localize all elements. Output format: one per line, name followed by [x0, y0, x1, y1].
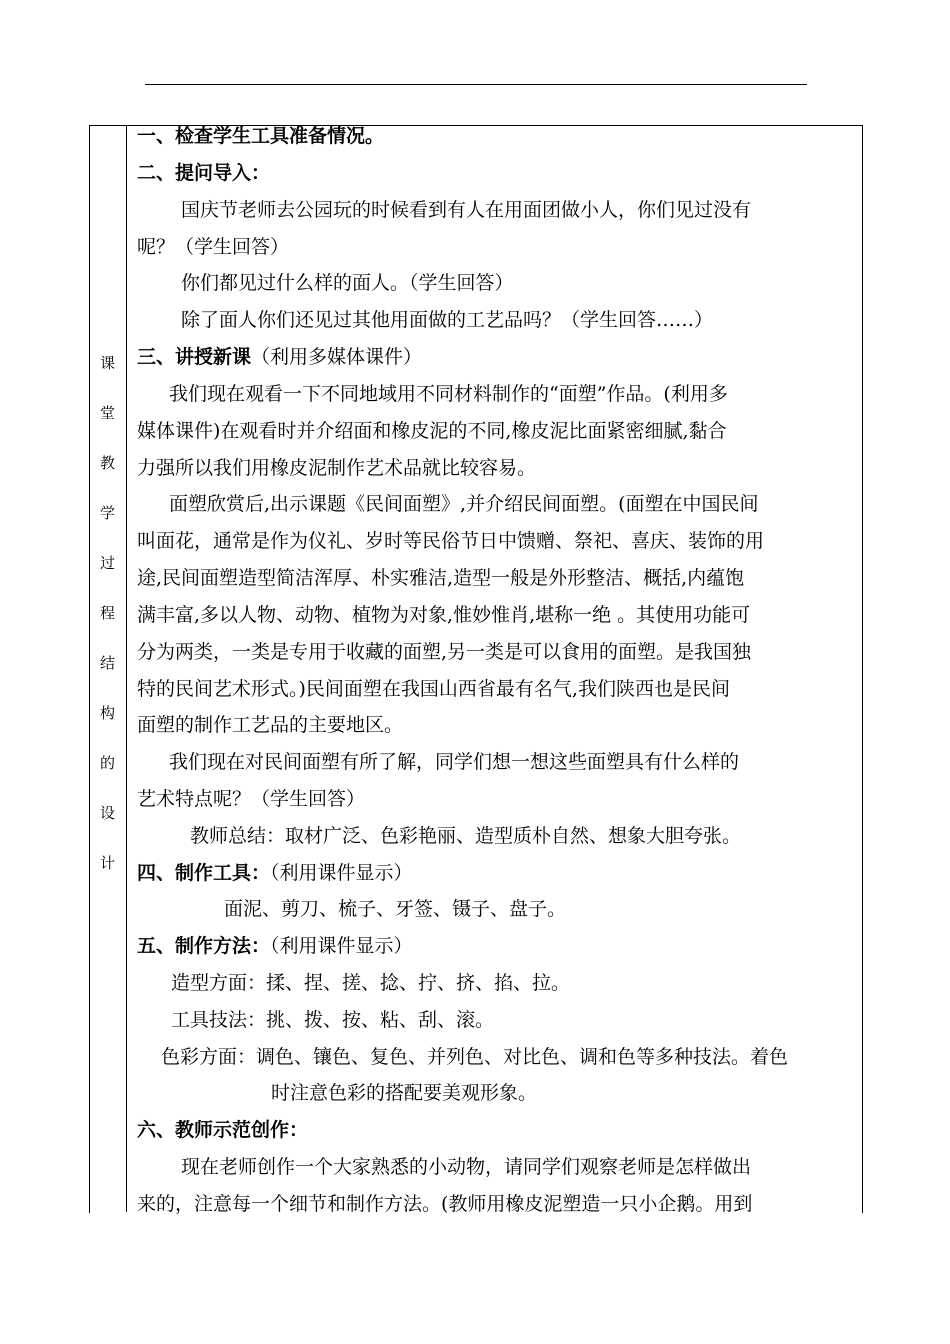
- column-divider: [126, 125, 127, 1212]
- side-label-char: 的: [99, 754, 115, 772]
- section-6-heading: 六、教师示范创作：: [137, 1119, 309, 1141]
- tools-list: 面泥、剪刀、梳子、牙签、镊子、盘子。: [224, 898, 567, 920]
- section-2-heading: 二、提问导入：: [137, 162, 271, 184]
- section-3-note: （利用多媒体课件）: [251, 346, 423, 368]
- method-color-cont: 时注意色彩的搭配要美观形象。: [271, 1082, 538, 1104]
- side-label-char: 课: [99, 354, 115, 372]
- side-label-char: 结: [99, 654, 115, 672]
- section-3-heading: [137, 345, 422, 369]
- paragraph-line: 呢？（学生回答）: [137, 236, 290, 258]
- paragraph-line: 我们现在对民间面塑有所了解，同学们想一想这些面塑具有什么样的: [169, 751, 740, 773]
- paragraph-line: 分为两类，一类是专用于收藏的面塑,另一类是可以食用的面塑。是我国独: [137, 641, 752, 663]
- side-label-char: 学: [99, 504, 115, 522]
- section-5-title: 五、制作方法：: [137, 935, 271, 957]
- paragraph-line: 现在老师创作一个大家熟悉的小动物，请同学们观察老师是怎样做出: [181, 1156, 752, 1178]
- section-5-note: （利用课件显示）: [270, 935, 413, 957]
- method-shaping: 造型方面：揉、捏、搓、捻、拧、挤、掐、拉。: [171, 972, 571, 994]
- paragraph-line: 叫面花，通常是作为仪礼、岁时等民俗节日中馈赠、祭祀、喜庆、装饰的用: [137, 530, 765, 552]
- section-4-note: （利用课件显示）: [270, 862, 413, 884]
- side-label-char: 过: [99, 554, 115, 572]
- side-label-char: 计: [99, 854, 115, 872]
- paragraph-line: 我们现在观看一下不同地域用不同材料制作的“面塑”作品。(利用多: [169, 383, 728, 405]
- paragraph-line: 力强所以我们用橡皮泥制作艺术品就比较容易。: [137, 457, 537, 479]
- method-color: 色彩方面：调色、镶色、复色、并列色、对比色、调和色等多种技法。着色: [161, 1046, 789, 1068]
- paragraph-line: 途,民间面塑造型简洁浑厚、朴实雅洁,造型一般是外形整洁、概括,内蕴饱: [137, 567, 745, 589]
- header-rule: [145, 84, 807, 85]
- paragraph-line: 你们都见过什么样的面人。（学生回答）: [181, 272, 514, 294]
- paragraph-line: 艺术特点呢？（学生回答）: [137, 788, 366, 810]
- section-5-heading: [137, 934, 413, 958]
- paragraph-line: 除了面人你们还见过其他用面做的工艺品吗？（学生回答……）: [181, 309, 714, 331]
- paragraph-line: 国庆节老师去公园玩的时候看到有人在用面团做小人，你们见过没有: [181, 199, 752, 221]
- side-label-char: 堂: [99, 404, 115, 422]
- side-label-char: 教: [99, 454, 115, 472]
- section-4-heading: [137, 861, 413, 885]
- side-label-char: 构: [99, 704, 115, 722]
- paragraph-line: 满丰富,多以人物、动物、植物为对象,惟妙惟肖,堪称一绝 。其使用功能可: [137, 604, 751, 626]
- paragraph-line: 来的，注意每一个细节和制作方法。(教师用橡皮泥塑造一只小企鹅。用到: [137, 1193, 753, 1215]
- teacher-summary: 教师总结：取材广泛、色彩艳丽、造型质朴自然、想象大胆夸张。: [190, 825, 742, 847]
- section-4-title: 四、制作工具：: [137, 862, 271, 884]
- section-3-title: 三、讲授新课: [137, 346, 252, 368]
- paragraph-line: 面塑欣赏后,出示课题《民间面塑》,并介绍民间面塑。(面塑在中国民间: [169, 493, 759, 515]
- side-label-char: 设: [99, 804, 115, 822]
- section-1-heading: 一、检查学生工具准备情况。: [137, 125, 385, 147]
- paragraph-line: 媒体课件)在观看时并介绍面和橡皮泥的不同,橡皮泥比面紧密细腻,黏合: [137, 420, 727, 442]
- side-label-char: 程: [99, 604, 115, 622]
- method-tools: 工具技法：挑、拨、按、粘、刮、滚。: [171, 1009, 495, 1031]
- paragraph-line: 面塑的制作工艺品的主要地区。: [137, 714, 404, 736]
- paragraph-line: 特的民间艺术形式。)民间面塑在我国山西省最有名气,我们陕西也是民间: [137, 678, 730, 700]
